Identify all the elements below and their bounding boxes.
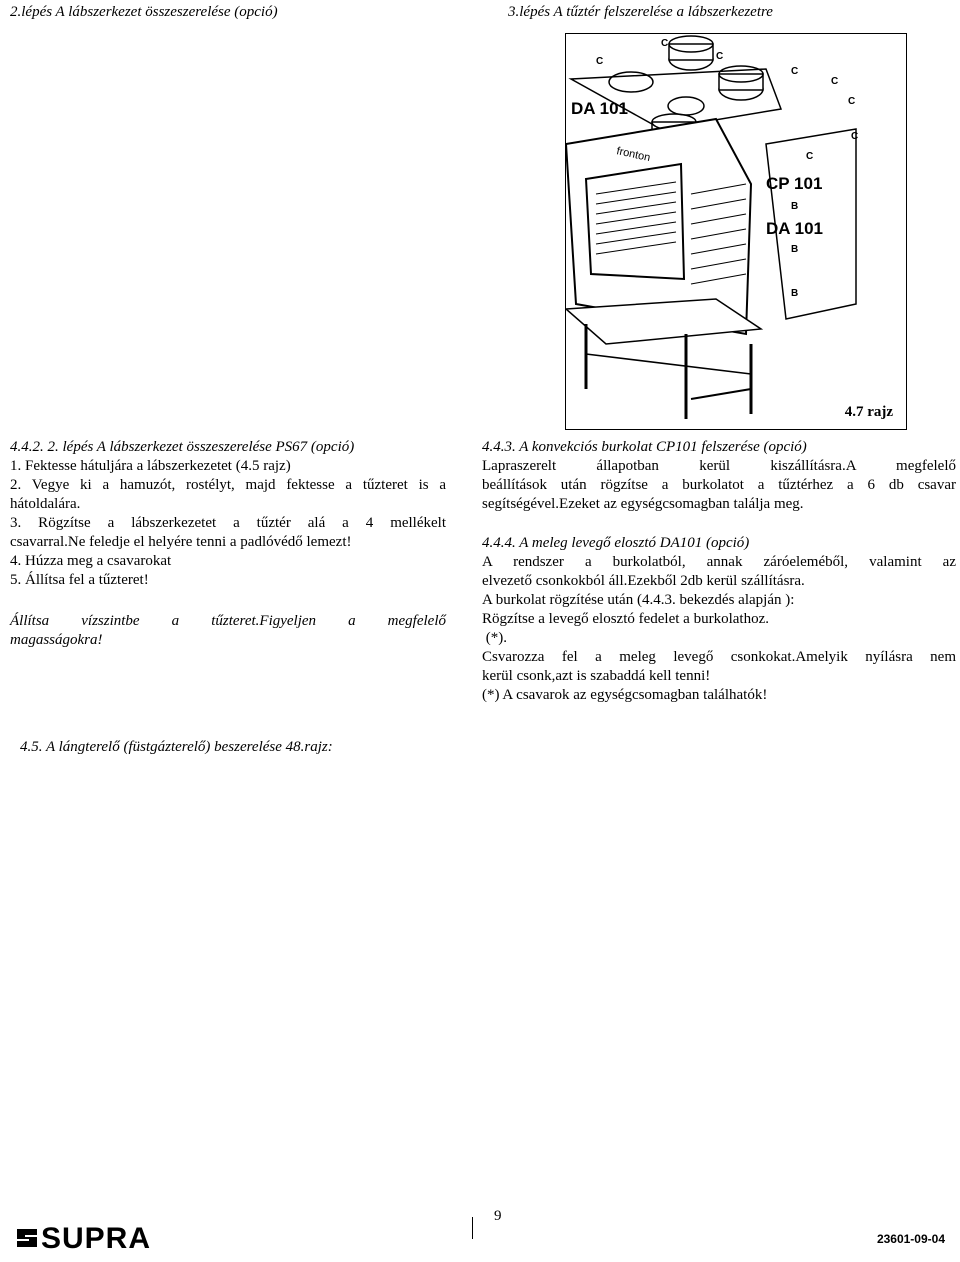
- page-number: 9: [494, 1208, 502, 1224]
- right-line-4: A rendszer a burkolatból, annak záróeleméből, valamint az: [482, 554, 956, 570]
- section-title-4-4-4: 4.4.4. A meleg levegő elosztó DA101 (opció): [482, 535, 750, 551]
- da101-top-label: DA 101: [571, 99, 629, 118]
- c-label: C: [831, 76, 839, 87]
- section-title-4-4-3: 4.4.3. A konvekciós burkolat CP101 felszerése (opció): [482, 439, 807, 455]
- level-note-line-1: Állítsa vízszintbe a tűzteret.Figyeljen a megfelelő: [10, 613, 446, 629]
- left-line-6: 4. Húzza meg a csavarokat: [10, 553, 172, 569]
- figure-4-7: [565, 33, 907, 430]
- c-label: C: [596, 56, 604, 67]
- fronton-label: fronton: [615, 145, 652, 165]
- supra-logo-icon: [15, 1225, 41, 1251]
- left-line-3: hátoldalára.: [10, 496, 81, 512]
- fireplace-body-shape: [566, 119, 751, 334]
- level-note-line-2: magasságokra!: [10, 632, 103, 648]
- c-label: C: [661, 38, 669, 49]
- right-line-2: beállítások után rögzítse a burkolatot a tűztérhez a 6 db csavar: [482, 477, 956, 493]
- right-line-11: (*) A csavarok az egységcsomagban találhatók!: [482, 687, 768, 703]
- supra-logo: [15, 1222, 151, 1256]
- b-label: B: [791, 288, 799, 299]
- document-number: 23601-09-04: [876, 1232, 945, 1246]
- left-line-5: csavarral.Ne feledje el helyére tenni a padlóvédő lemezt!: [10, 534, 352, 550]
- section-title-4-5: 4.5. A lángterelő (füstgázterelő) beszerelése 48.rajz:: [20, 739, 333, 755]
- left-line-2: 2. Vegye ki a hamuzót, rostélyt, majd fektesse a tűzteret is a: [10, 477, 446, 493]
- left-line-4: 3. Rögzítse a lábszerkezetet a tűztér alá a 4 mellékelt: [10, 515, 446, 531]
- right-line-9: Csvarozza fel a meleg levegő csonkokat.Amelyik nyílásra nem: [482, 649, 956, 665]
- right-line-10: kerül csonk,azt is szabaddá kell tenni!: [482, 668, 711, 684]
- c-label: C: [791, 66, 799, 77]
- left-line-1: 1. Fektesse hátuljára a lábszerkezetet (4.5 rajz): [10, 458, 291, 474]
- c-label: C: [848, 96, 856, 107]
- da101-side-label: DA 101: [766, 219, 824, 238]
- c-label: C: [806, 151, 814, 162]
- right-line-7: Rögzítse a levegő elosztó fedelet a burkolathoz.: [482, 611, 769, 627]
- right-line-6: A burkolat rögzítése után (4.4.3. bekezdés alapján ):: [482, 592, 795, 608]
- b-label: B: [791, 244, 799, 255]
- left-column: [10, 438, 446, 650]
- left-line-7: 5. Állítsa fel a tűzteret!: [10, 572, 149, 588]
- section-title-4-4-2: 4.4.2. 2. lépés A lábszerkezet összeszerelése PS67 (opció): [10, 439, 355, 455]
- left-page-heading: 2.lépés A lábszerkezet összeszerelése (opció): [10, 4, 278, 20]
- right-line-1: Lapraszerelt állapotban kerül kiszállításra.A megfelelő: [482, 458, 956, 474]
- c-label: C: [716, 51, 724, 62]
- right-line-8: (*).: [482, 630, 507, 646]
- figure-caption: 4.7 rajz: [842, 404, 896, 421]
- cp101-label: CP 101: [766, 174, 823, 193]
- right-line-3: segítségével.Ezeket az egységcsomagban találja meg.: [482, 496, 804, 512]
- c-label: C: [851, 131, 859, 142]
- right-line-5: elvezető csonkokból áll.Ezekből 2db kerül szállításra.: [482, 573, 805, 589]
- supra-logo-text: SUPRA: [41, 1222, 152, 1255]
- fireplace-drawing: [566, 34, 906, 429]
- b-label: B: [791, 201, 799, 212]
- right-column: [482, 438, 956, 705]
- right-page-heading: 3.lépés A tűztér felszerelése a lábszerkezetre: [508, 4, 773, 20]
- footer-divider: [472, 1217, 476, 1239]
